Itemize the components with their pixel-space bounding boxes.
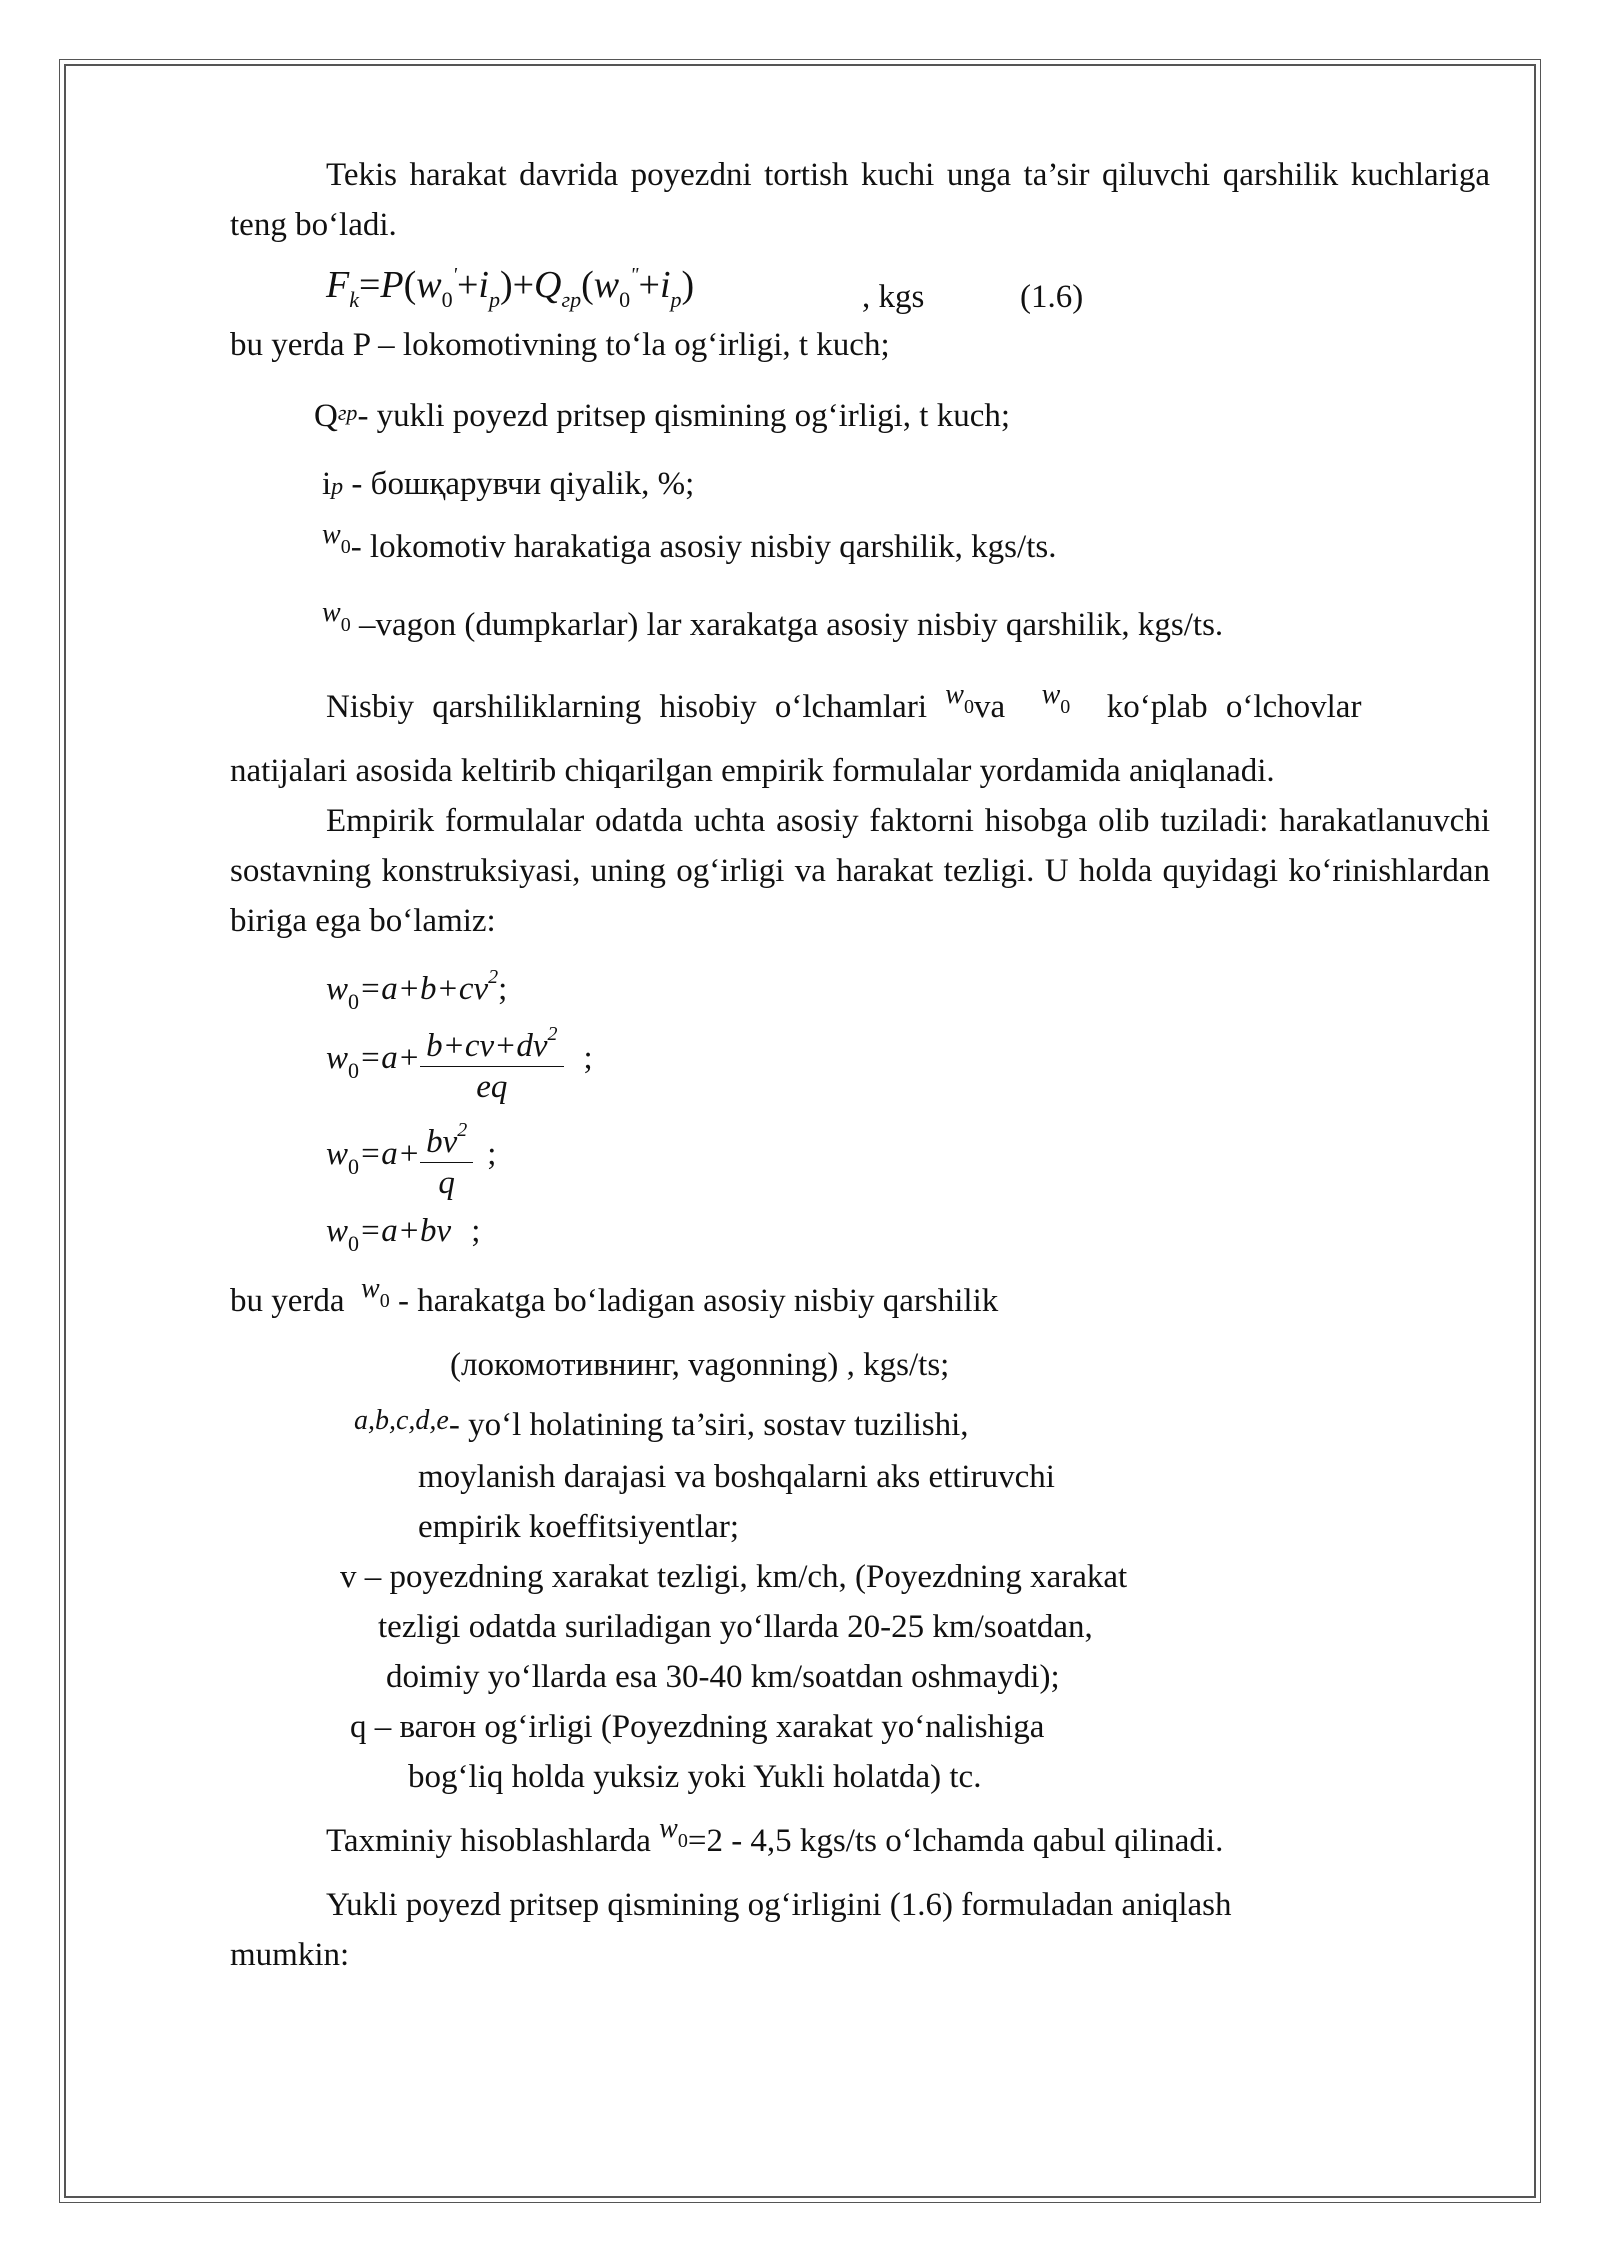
definition-w0: bu yerda $^{w_0}$ - harakatga bo‘ladigan asosiy nisbiy qarshilik [230, 1273, 999, 1319]
definition-i: iр - бошқарувчи qiyalik, %; [322, 466, 695, 502]
paragraph-intro: Tekis harakat davrida poyezdni tortish kuchi unga ta’sir qiluvchi qarshilik kuchlariga teng bo‘ladi. [230, 157, 1490, 243]
equation-1-6: $F_k=P(w_0'+i_p)+Q_{гр}(w_0^"+i_p)$ , kgs (1.6) [230, 250, 1490, 312]
document-body [230, 150, 1490, 1980]
definition-v-cont2: doimiy yo‘llarda esa 30-40 km/soatdan oshmaydi); [386, 1659, 1060, 1695]
definition-coefficients: a,b,c,d,e- yo‘l holatining ta’siri, sostav tuzilishi, [354, 1405, 969, 1443]
paragraph-approximate: Taxminiy hisoblashlarda $^{w_0}$=2 - 4,5 kgs/ts o‘lchamda qabul qilinadi. [326, 1813, 1224, 1859]
definition-v-cont: tezligi odatda suriladigan yo‘llarda 20-25 km/soatdan, [378, 1609, 1093, 1645]
definition-q-wagon-cont: bog‘liq holda yuksiz yoki Yukli holatda) tc. [408, 1759, 982, 1795]
definition-w0-double-prime: $^{w_0}$ –vagon (dumpkarlar) lar xarakatga asosiy nisbiy qarshilik, kgs/ts. [322, 597, 1224, 643]
formula-4: $w_0=a+bv$ ; [326, 1213, 481, 1256]
definition-intro: bu yerda P – lokomotivning to‘la og‘irligi, t kuch; [230, 327, 890, 363]
definition-q: Qгр- yukli poyezd pritsep qismining og‘irligi, t kuch; [314, 398, 1011, 434]
definition-w0-cont: (локомотивнинг, vagonning) , kgs/ts; [450, 1347, 950, 1383]
formula-2: $w_0=a+$ $\frac{b+cv+dv^2}{eq}$ ; [326, 1014, 1490, 1110]
equation-number: (1.6) [1020, 279, 1084, 315]
paragraph-empirical: Empirik formulalar odatda uchta asosiy faktorni hisobga olib tuziladi: harakatlanuvchi sostavning konstruksiyasi, uning og‘irligi va harakat tezligi. U holda quyidagi ko‘rinishlardan biriga ega bo‘lamiz: [230, 803, 1490, 939]
formula-1: $w_0=a+b+cv^2$; [326, 966, 508, 1014]
paragraph-relative-resistance-cont: natijalari asosida keltirib chiqarilgan empirik formulalar yordamida aniqlanadi. [230, 753, 1275, 789]
definition-v: v – poyezdning xarakat tezligi, km/ch, (Poyezdning xarakat [340, 1559, 1128, 1595]
formula-3: $w_0=a+$ $\frac{bv^2}{q}$ ; [326, 1110, 1490, 1206]
paragraph-trailer-weight-cont: mumkin: [230, 1937, 350, 1973]
definition-w0-prime: $^{w_0}$- lokomotiv harakatiga asosiy nisbiy qarshilik, kgs/ts. [322, 519, 1057, 565]
definition-q-wagon: q – вагон og‘irligi (Poyezdning xarakat yo‘nalishiga [350, 1709, 1045, 1745]
paragraph-trailer-weight: Yukli poyezd pritsep qismining og‘irligini (1.6) formuladan aniqlash [326, 1887, 1232, 1923]
definition-coefficients-cont: moylanish darajasi va boshqalarni aks ettiruvchi [418, 1459, 1055, 1495]
formula-list [230, 952, 1490, 1268]
paragraph-relative-resistance: Nisbiy qarshiliklarning hisobiy o‘lchamlari $^{w_0}$va $^{w_0}$ ko‘plab o‘lchovlar [326, 679, 1362, 725]
definition-coefficients-cont2: empirik koeffitsiyentlar; [418, 1509, 740, 1545]
equation-unit: , kgs [862, 279, 925, 315]
